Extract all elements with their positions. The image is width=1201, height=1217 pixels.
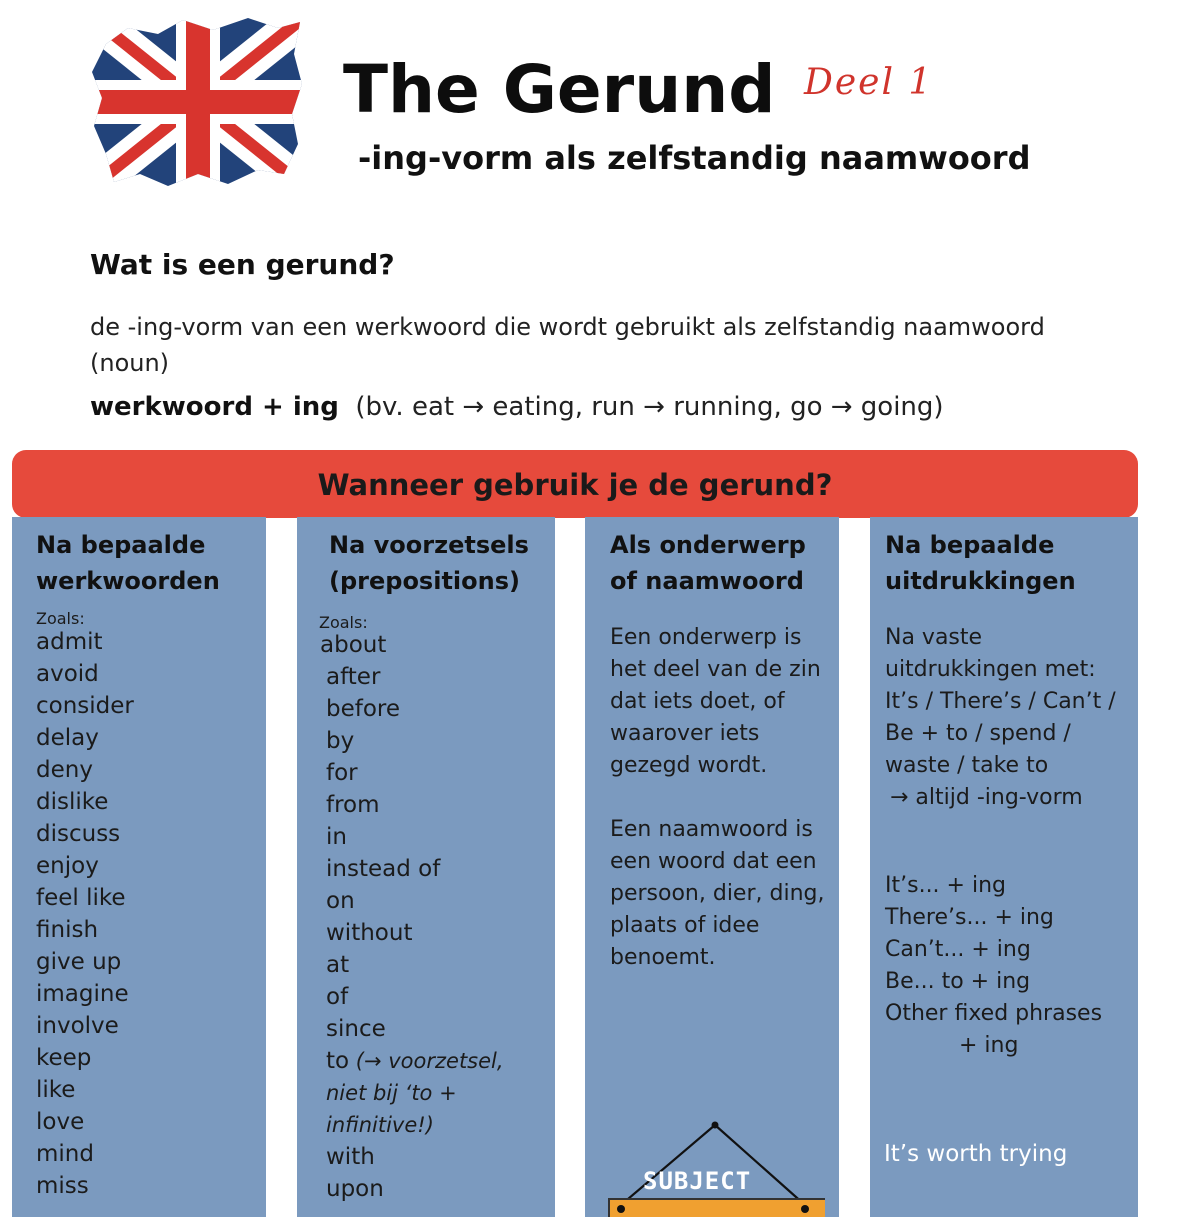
column-verbs <box>12 517 266 1217</box>
example-sentence: It’s worth trying <box>884 1141 1068 1167</box>
list-item: for <box>326 760 358 786</box>
column-title-line: of naamwoord <box>610 567 804 595</box>
list-item: feel like <box>36 885 126 911</box>
list-item: Other fixed phrases <box>885 1001 1103 1026</box>
list-item: mind <box>36 1141 94 1167</box>
list-item: instead of <box>326 856 441 882</box>
formula-bold: werkwoord + ing <box>90 392 339 422</box>
list-item: of <box>326 984 349 1010</box>
list-item: give up <box>36 949 122 975</box>
list-item: dislike <box>36 789 109 815</box>
list-item: on <box>326 888 355 914</box>
page-title: The Gerund <box>343 51 776 128</box>
preposition-list <box>320 629 531 1205</box>
to-item: to <box>326 1048 350 1074</box>
verb-list <box>36 626 134 1202</box>
column-title-line: Na bepaalde <box>885 531 1055 559</box>
list-item: involve <box>36 1013 119 1039</box>
list-item: avoid <box>36 661 99 687</box>
list-item: deny <box>36 757 93 783</box>
expression-list <box>885 870 1102 1062</box>
column-prepositions <box>297 517 555 1217</box>
column-title-line: Na voorzetsels <box>329 531 529 559</box>
part-label: Deel 1 <box>804 62 934 103</box>
list-item: at <box>326 952 350 978</box>
list-item: by <box>326 728 355 754</box>
column-title <box>329 527 529 599</box>
question-heading: Wat is een gerund? <box>90 248 395 281</box>
list-item: consider <box>36 693 134 719</box>
list-item: upon <box>326 1176 384 1202</box>
column-title-line: Na bepaalde <box>36 531 206 559</box>
list-item: Be... to + ing <box>885 969 1031 994</box>
column-title-line: uitdrukkingen <box>885 567 1076 595</box>
list-item: without <box>326 920 413 946</box>
list-item: + ing <box>959 1033 1019 1058</box>
to-note: (→ voorzetsel, niet bij ‘to + infinitive!) <box>326 1049 504 1137</box>
definition-text: de -ing-vorm van een werkwoord die wordt gebruikt als zelfstandig naamwoord (noun) <box>90 313 1045 377</box>
noun-definition: Een naamwoord is een woord dat een persoon, dier, ding, plaats of idee benoemt. <box>610 817 825 970</box>
expressions-intro: Na vaste uitdrukkingen met: It’s / There’s / Can’t / Be + to / spend / waste / take to <box>885 625 1116 778</box>
column-title <box>36 527 220 599</box>
usage-banner: Wanneer gebruik je de gerund? <box>12 450 1138 518</box>
column-title-line: Als onderwerp <box>610 531 806 559</box>
list-item: Can’t... + ing <box>885 937 1031 962</box>
ing-rule: → altijd -ing-vorm <box>890 785 1083 810</box>
hanging-sign-icon <box>605 1077 825 1217</box>
list-item: with <box>326 1144 375 1170</box>
list-item: delay <box>36 725 99 751</box>
list-item: like <box>36 1077 76 1103</box>
list-item: from <box>326 792 380 818</box>
list-item: since <box>326 1016 386 1042</box>
subject-definition: Een onderwerp is het deel van de zin dat iets doet, of waarover iets gezegd wordt. <box>610 625 821 778</box>
column-title-line: (prepositions) <box>329 567 520 595</box>
list-item: enjoy <box>36 853 99 879</box>
list-item: before <box>326 696 401 722</box>
column-subject-noun <box>585 517 839 1217</box>
list-item: miss <box>36 1173 89 1199</box>
list-item <box>320 1045 531 1141</box>
list-item: about <box>320 632 387 658</box>
examples-note: Zoals: <box>319 613 368 632</box>
list-item: keep <box>36 1045 92 1071</box>
formula-line <box>90 386 944 428</box>
column-title <box>885 527 1076 599</box>
column-title-line: werkwoorden <box>36 567 220 595</box>
page-subtitle: -ing-vorm als zelfstandig naamwoord <box>358 139 1031 177</box>
column-expressions <box>870 517 1138 1217</box>
list-item: admit <box>36 629 103 655</box>
list-item: There’s... + ing <box>885 905 1054 930</box>
uk-flag-icon <box>88 14 308 190</box>
sign-label: SUBJECT <box>643 1167 752 1195</box>
list-item: discuss <box>36 821 121 847</box>
list-item: finish <box>36 917 99 943</box>
column-title <box>610 527 806 599</box>
list-item: imagine <box>36 981 129 1007</box>
list-item: It’s... + ing <box>885 873 1006 898</box>
list-item: after <box>326 664 381 690</box>
list-item: in <box>326 824 347 850</box>
formula-example: (bv. eat → eating, run → running, go → going) <box>355 392 944 422</box>
examples-note: Zoals: <box>36 609 85 628</box>
list-item: love <box>36 1109 85 1135</box>
